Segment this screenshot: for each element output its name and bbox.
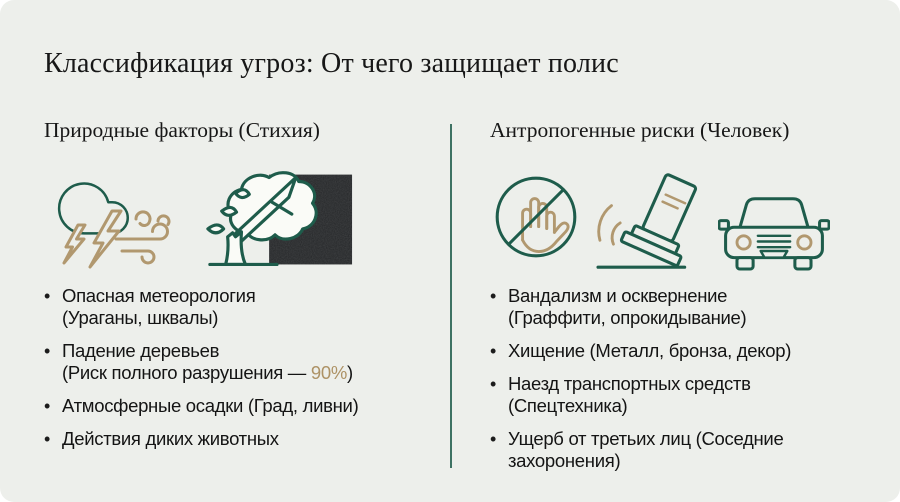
bullet-item [44,285,424,329]
falling-tree-monument-icon [200,169,356,273]
column-header-natural: Природные факторы (Стихия) [44,118,320,142]
no-touching-hand-icon [490,171,582,263]
bullet-item [490,285,882,329]
bullet-dot: • [490,374,497,394]
bullet-text: Хищение (Металл, бронза, декор) [508,340,792,361]
bullet-text: Падение деревьев (Риск полного разрушения — 90%) [62,340,353,383]
column-natural-factors [44,118,424,461]
storm-wind-icon [44,169,184,269]
toppled-monument-icon [596,169,704,273]
bullet-dot: • [490,429,497,449]
bullet-text: Наезд транспортных средств (Спецтехника) [508,373,751,416]
column-header-anthropogenic: Антропогенные риски (Человек) [490,118,790,142]
page-title: Классификация угроз: От чего защищает полис [44,48,619,79]
car-icon [718,193,830,271]
bullet-item [490,428,882,472]
column-divider [450,124,452,468]
bullet-dot: • [490,341,497,361]
bullet-text: Ущерб от третьих лиц (Соседние захоронения) [508,428,784,471]
bullet-dot: • [44,429,51,449]
bullet-text: Вандализм и осквернение (Граффити, опрокидывание) [508,285,747,328]
column-anthropogenic-risks [490,118,882,483]
bullet-text: Атмосферные осадки (Град, ливни) [62,395,359,416]
bullet-item [490,373,882,417]
bullet-text: Действия диких животных [62,428,279,449]
natural-bullet-list [44,285,424,450]
bullet-dot: • [44,286,51,306]
bullet-dot: • [490,286,497,306]
bullet-item [44,428,424,450]
bullet-item [44,395,424,417]
anthropogenic-icons-row [490,169,882,273]
bullet-dot: • [44,396,51,416]
bullet-text: Опасная метеорология (Ураганы, шквалы) [62,285,256,328]
bullet-item [44,340,424,384]
bullet-item [490,340,882,362]
natural-icons-row [44,169,424,273]
risk-percent-value: 90% [310,362,347,383]
anthropogenic-bullet-list [490,285,882,472]
bullet-dot: • [44,341,51,361]
